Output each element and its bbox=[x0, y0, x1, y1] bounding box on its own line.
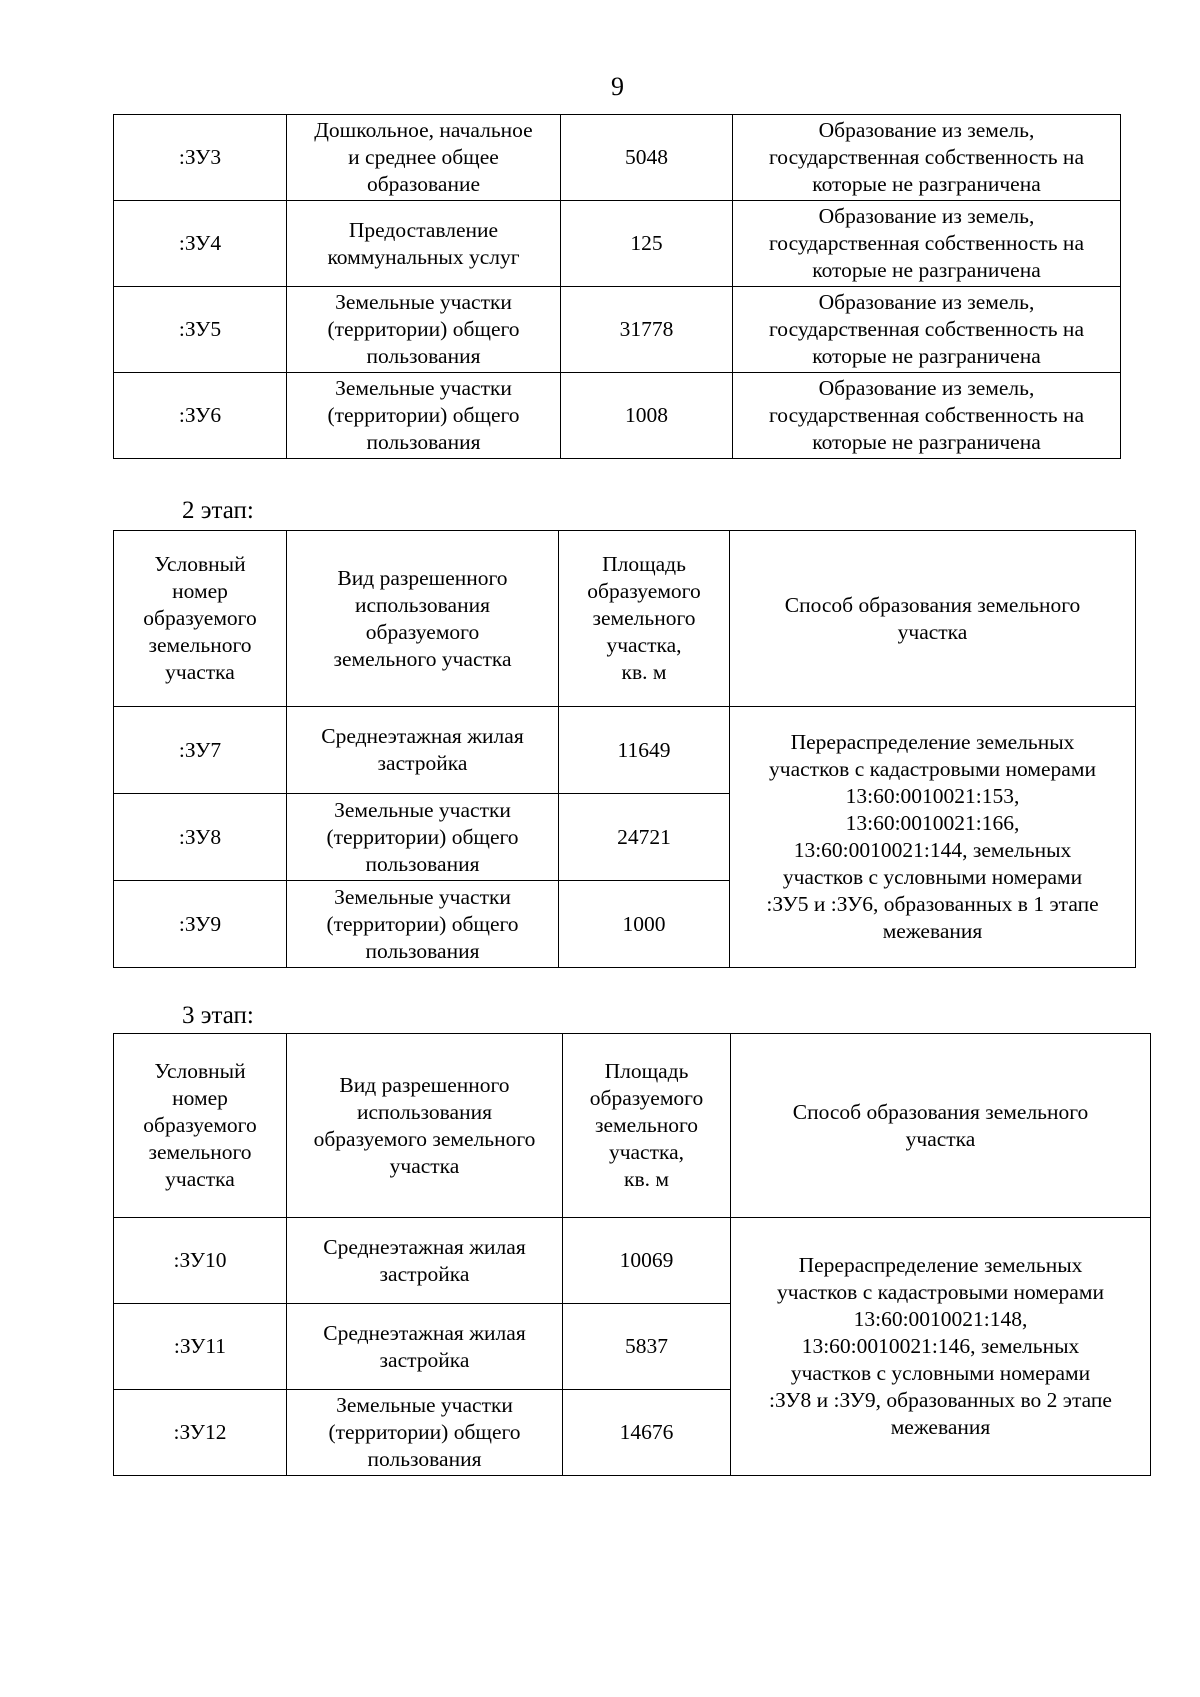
plot-number-cell: :ЗУ8 bbox=[114, 794, 287, 881]
formation-method-cell: Образование из земель, государственная собственность на которые не разграничена bbox=[733, 287, 1121, 373]
plot-number-cell: :ЗУ11 bbox=[114, 1304, 287, 1390]
stage2-table bbox=[113, 530, 1136, 968]
plot-number-cell: :ЗУ4 bbox=[114, 201, 287, 287]
plot-number-cell: :ЗУ7 bbox=[114, 707, 287, 794]
header-formation-method: Способ образования земельного участка bbox=[731, 1034, 1151, 1218]
table-row bbox=[114, 115, 1121, 201]
table-row bbox=[114, 373, 1121, 459]
plot-number-cell: :ЗУ12 bbox=[114, 1390, 287, 1476]
area-cell: 10069 bbox=[563, 1218, 731, 1304]
permitted-use-cell: Земельные участки (территории) общего пользования bbox=[287, 1390, 563, 1476]
area-cell: 1000 bbox=[559, 881, 730, 968]
header-plot-number: Условный номер образуемого земельного участка bbox=[114, 531, 287, 707]
permitted-use-cell: Дошкольное, начальное и среднее общее образование bbox=[287, 115, 561, 201]
plot-number-cell: :ЗУ9 bbox=[114, 881, 287, 968]
header-permitted-use: Вид разрешенного использования образуемого земельного участка bbox=[287, 1034, 563, 1218]
area-cell: 31778 bbox=[561, 287, 733, 373]
permitted-use-cell: Среднеэтажная жилая застройка bbox=[287, 1218, 563, 1304]
permitted-use-cell: Земельные участки (территории) общего пользования bbox=[287, 794, 559, 881]
table-row bbox=[114, 201, 1121, 287]
plot-number-cell: :ЗУ3 bbox=[114, 115, 287, 201]
area-cell: 5837 bbox=[563, 1304, 731, 1390]
formation-method-cell: Перераспределение земельных участков с кадастровыми номерами 13:60:0010021:153, 13:60:0010021:166, 13:60:0010021:144, земельных участков с условными номерами :ЗУ5 и :ЗУ6, образованных в 1 этапе межевания bbox=[730, 707, 1136, 968]
header-plot-number: Условный номер образуемого земельного участка bbox=[114, 1034, 287, 1218]
plot-number-cell: :ЗУ6 bbox=[114, 373, 287, 459]
table-row bbox=[114, 1218, 1151, 1304]
table-header-row bbox=[114, 1034, 1151, 1218]
area-cell: 24721 bbox=[559, 794, 730, 881]
stage3-table bbox=[113, 1033, 1151, 1476]
area-cell: 14676 bbox=[563, 1390, 731, 1476]
formation-method-cell: Образование из земель, государственная собственность на которые не разграничена bbox=[733, 115, 1121, 201]
header-formation-method: Способ образования земельного участка bbox=[730, 531, 1136, 707]
header-area: Площадь образуемого земельного участка, кв. м bbox=[563, 1034, 731, 1218]
permitted-use-cell: Земельные участки (территории) общего пользования bbox=[287, 287, 561, 373]
page-number: 9 bbox=[611, 72, 624, 101]
area-cell: 5048 bbox=[561, 115, 733, 201]
permitted-use-cell: Предоставление коммунальных услуг bbox=[287, 201, 561, 287]
stage3-heading: 3 этап: bbox=[182, 1002, 254, 1029]
area-cell: 1008 bbox=[561, 373, 733, 459]
header-permitted-use: Вид разрешенного использования образуемого земельного участка bbox=[287, 531, 559, 707]
formation-method-cell: Образование из земель, государственная собственность на которые не разграничена bbox=[733, 373, 1121, 459]
permitted-use-cell: Земельные участки (территории) общего пользования bbox=[287, 373, 561, 459]
area-cell: 11649 bbox=[559, 707, 730, 794]
table-row bbox=[114, 287, 1121, 373]
permitted-use-cell: Земельные участки (территории) общего пользования bbox=[287, 881, 559, 968]
table-row bbox=[114, 707, 1136, 794]
stage2-heading: 2 этап: bbox=[182, 497, 254, 524]
header-area: Площадь образуемого земельного участка, кв. м bbox=[559, 531, 730, 707]
permitted-use-cell: Среднеэтажная жилая застройка bbox=[287, 1304, 563, 1390]
plot-number-cell: :ЗУ10 bbox=[114, 1218, 287, 1304]
stage1-table bbox=[113, 114, 1121, 459]
table-header-row bbox=[114, 531, 1136, 707]
formation-method-cell: Образование из земель, государственная собственность на которые не разграничена bbox=[733, 201, 1121, 287]
formation-method-cell: Перераспределение земельных участков с кадастровыми номерами 13:60:0010021:148, 13:60:0010021:146, земельных участков с условными номерами :ЗУ8 и :ЗУ9, образованных во 2 этапе межевания bbox=[731, 1218, 1151, 1476]
plot-number-cell: :ЗУ5 bbox=[114, 287, 287, 373]
permitted-use-cell: Среднеэтажная жилая застройка bbox=[287, 707, 559, 794]
area-cell: 125 bbox=[561, 201, 733, 287]
